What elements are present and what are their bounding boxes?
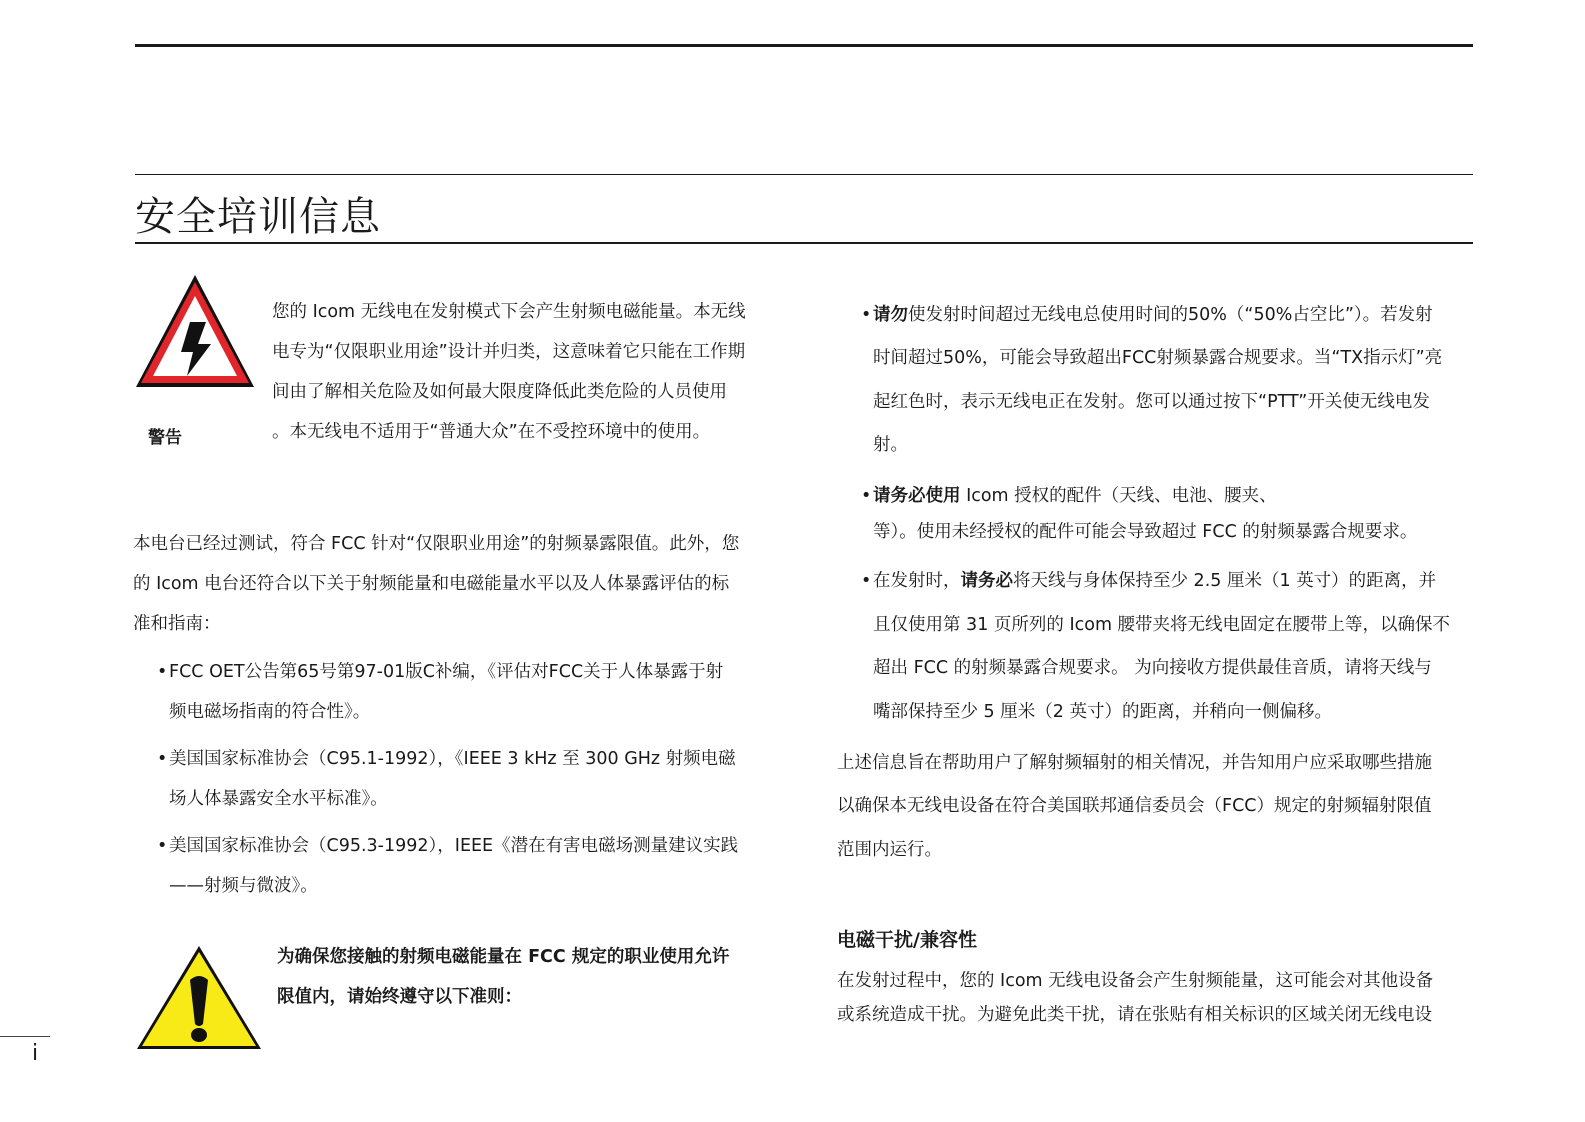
list-item-text: FCC OET公告第65号第97-01版C补编，《评估对FCC关于人体暴露于射 [169, 662, 724, 682]
page-number-rule [0, 1036, 50, 1037]
summary-line: 范围内运行。 [837, 840, 942, 860]
emphasis-text: 请务必 [960, 571, 1013, 591]
bullet-dot: • [861, 486, 872, 506]
summary-line: 上述信息旨在帮助用户了解射频辐射的相关情况，并告知用户应采取哪些措施 [837, 753, 1432, 773]
list-item-text: 等）。使用未经授权的配件可能会导致超过 FCC 的射频暴露合规要求。 [873, 522, 1418, 542]
bullet-dot: • [157, 662, 168, 682]
warning-line: 间由了解相关危险及如何最大限度降低此类危险的人员使用 [272, 382, 727, 402]
title-underline [135, 242, 1473, 244]
list-item [861, 476, 1277, 516]
list-item [157, 826, 738, 866]
bullet-dot: • [861, 305, 872, 325]
summary-line: 以确保本无线电设备在符合美国联邦通信委员会（FCC）规定的射频辐射限值 [837, 796, 1432, 816]
emphasis-text: 请勿 [873, 305, 908, 325]
list-item-text: 起红色时，表示无线电正在发射。您可以通过按下“PTT”开关使无线电发 [873, 392, 1430, 412]
page-title: 安全培训信息 [135, 194, 381, 240]
list-item-text: 超出 FCC 的射频暴露合规要求。 为向接收方提供最佳音质，请将天线与 [873, 658, 1432, 678]
high-voltage-warning-icon [133, 272, 257, 390]
list-item-text: ——射频与微波》。 [169, 876, 318, 896]
intro-line: 准和指南： [133, 614, 221, 634]
intro-line: 本电台已经过测试，符合 FCC 针对“仅限职业用途”的射频暴露限值。此外，您 [133, 534, 740, 554]
list-item-text: 时间超过50%，可能会导致超出FCC射频暴露合规要求。当“TX指示灯”亮 [873, 348, 1443, 368]
warning-line: 。本无线电不适用于“普通大众”在不受控环境中的使用。 [272, 422, 711, 442]
list-item [157, 652, 723, 692]
section-heading: 电磁干扰/兼容性 [837, 929, 977, 951]
emc-line: 或系统造成干扰。为避免此类干扰，请在张贴有相关标识的区域关闭无线电设 [837, 1005, 1432, 1025]
bullet-dot: • [861, 571, 872, 591]
top-rule [135, 44, 1473, 47]
list-item-text: 嘴部保持至少 5 厘米（2 英寸）的距离，并稍向一侧偏移。 [873, 702, 1332, 722]
intro-line: 的 Icom 电台还符合以下关于射频能量和电磁能量水平以及人体暴露评估的标 [133, 574, 730, 594]
list-item-text: 在发射时， [873, 571, 961, 591]
exclamation-caution-icon [135, 944, 263, 1052]
caution-line: 为确保您接触的射频电磁能量在 FCC 规定的职业使用允许 [277, 947, 730, 967]
list-item-text: Icom 授权的配件（天线、电池、腰夹、 [960, 486, 1277, 506]
list-item-text: 将天线与身体保持至少 2.5 厘米（1 英寸）的距离，并 [1013, 571, 1437, 591]
warning-line: 电专为“仅限职业用途”设计并归类，这意味着它只能在工作期 [272, 342, 746, 362]
list-item [861, 561, 1436, 601]
list-item-text: 频电磁场指南的符合性》。 [169, 702, 371, 722]
caution-line: 限值内，请始终遵守以下准则： [277, 987, 522, 1007]
bullet-dot: • [157, 836, 168, 856]
page-number: i [32, 1041, 39, 1066]
list-item-text: 场人体暴露安全水平标准》。 [169, 789, 388, 809]
warning-caption: 警告 [148, 428, 182, 448]
list-item-text: 美国国家标准协会（C95.1-1992），《IEEE 3 kHz 至 300 GHz 射频电磁 [169, 749, 736, 769]
list-item [157, 739, 736, 779]
emc-line: 在发射过程中，您的 Icom 无线电设备会产生射频能量，这可能会对其他设备 [837, 971, 1434, 991]
list-item [861, 295, 1433, 335]
header-rule [135, 174, 1473, 175]
list-item-text: 且仅使用第 31 页所列的 Icom 腰带夹将无线电固定在腰带上等，以确保不 [873, 615, 1451, 635]
emphasis-text: 请务必使用 [873, 486, 961, 506]
list-item-text: 射。 [873, 435, 908, 455]
warning-line: 您的 Icom 无线电在发射模式下会产生射频电磁能量。本无线 [272, 302, 746, 322]
list-item-text: 使发射时间超过无线电总使用时间的50%（“50%占空比”）。若发射 [908, 305, 1433, 325]
list-item-text: 美国国家标准协会（C95.3-1992），IEEE《潜在有害电磁场测量建议实践 [169, 836, 739, 856]
bullet-dot: • [157, 749, 168, 769]
